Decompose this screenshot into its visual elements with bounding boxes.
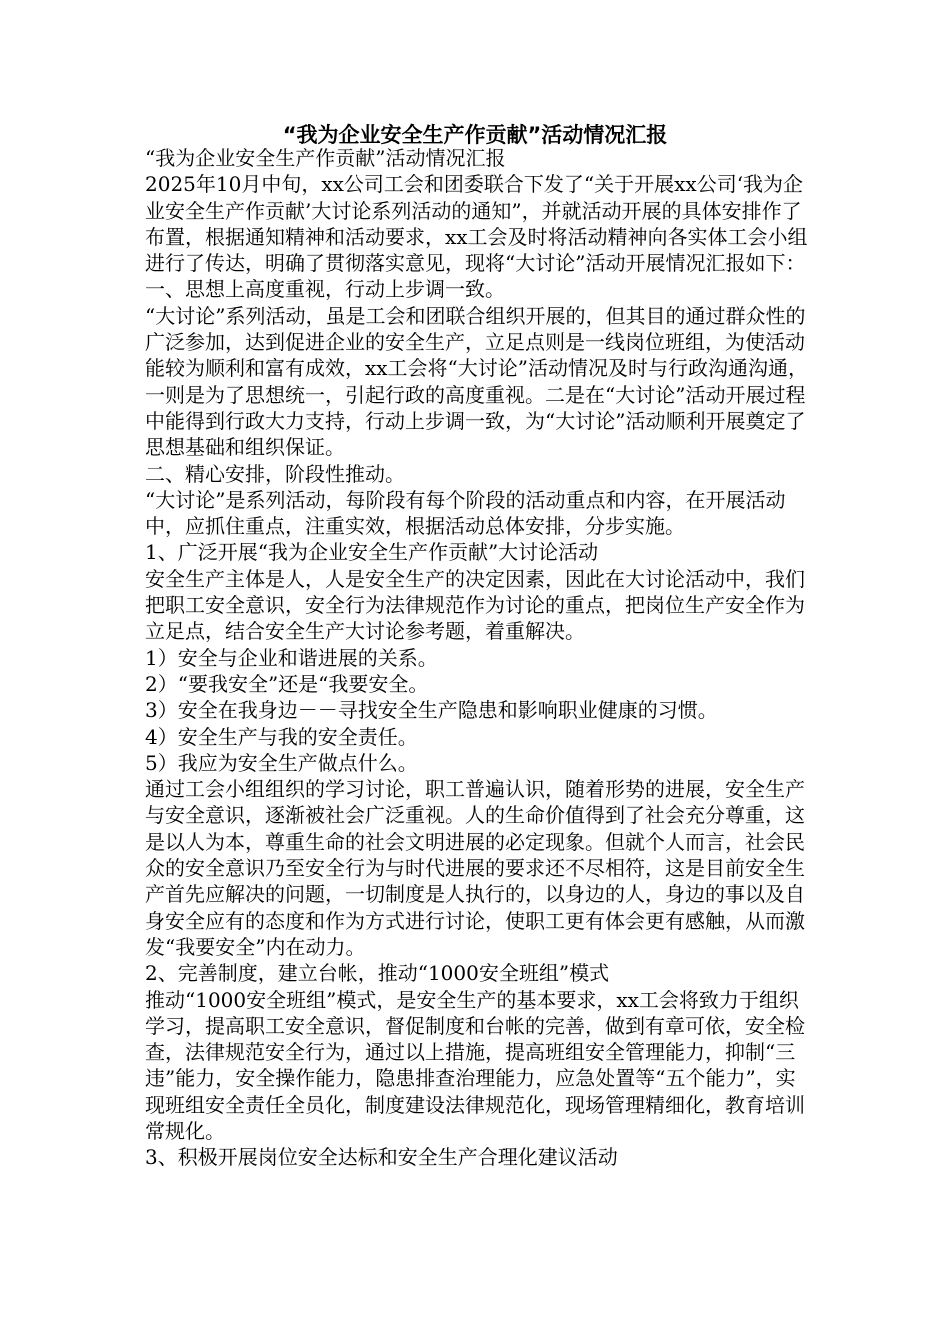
list-item: 1）安全与企业和谐进展的关系。 bbox=[145, 645, 438, 670]
list-item: 5）我应为安全生产做点什么。 bbox=[145, 750, 418, 775]
list-item: 3）安全在我身边－－寻找安全生产隐患和影响职业健康的习惯。 bbox=[145, 698, 718, 723]
subsection-heading-2: 2、完善制度，建立台帐，推动“1000安全班组”模式 bbox=[145, 961, 610, 986]
section-heading-1: 一、思想上高度重视，行动上步调一致。 bbox=[145, 277, 505, 302]
document-body bbox=[145, 145, 810, 1171]
document-title: “我为企业安全生产作贡献”活动情况汇报 bbox=[282, 123, 668, 147]
subtitle-paragraph: “我为企业安全生产作贡献”活动情况汇报 bbox=[145, 146, 506, 170]
intro-paragraph: 2025年10月中旬，xx公司工会和团委联合下发了“关于开展xx公司‘我为企业安全生产作贡献’大讨论系列活动的通知”，并就活动开展的具体安排作了布置，根据通知精神和活动要求，xx工会及时将活动精神向各实体工会小组进行了传达，明确了贯彻落实意见，现将“大讨论”活动开展情况汇报如下： bbox=[145, 172, 808, 276]
section-heading-2: 二、精心安排，阶段性推动。 bbox=[145, 461, 405, 486]
body-paragraph: “大讨论”系列活动，虽是工会和团联合组织开展的，但其目的通过群众性的广泛参加，达到促进企业的安全生产，立足点则是一线岗位班组，为使活动能较为顺利和富有成效，xx工会将“大讨论”活动情况及时与行政沟通沟通，一则是为了思想统一，引起行政的高度重视。二是在“大讨论”活动开展过程中能得到行政大力支持，行动上步调一致，为“大讨论”活动顺利开展奠定了思想基础和组织保证。 bbox=[145, 303, 809, 460]
body-paragraph: 通过工会小组组织的学习讨论，职工普遍认识，随着形势的进展，安全生产与安全意识，逐渐被社会广泛重视。人的生命价值得到了社会充分尊重，这是以人为本，尊重生命的社会文明进展的必定现象。但就个人而言，社会民众的安全意识乃至安全行为与时代进展的要求还不尽相符，这是目前安全生产首先应解决的问题，一切制度是人执行的，以身边的人，身边的事以及自身安全应有的态度和作为方式进行讨论，使职工更有体会更有感触，从而激发“我要安全”内在动力。 bbox=[145, 777, 805, 959]
list-item: 4）安全生产与我的安全责任。 bbox=[145, 724, 418, 749]
body-paragraph: 推动“1000安全班组”模式，是安全生产的基本要求，xx工会将致力于组织学习，提高职工安全意识，督促制度和台帐的完善，做到有章可依，安全检查，法律规范安全行为，通过以上措施，提高班组安全管理能力，抑制“三违”能力，安全操作能力，隐患排查治理能力，应急处置等“五个能力”，实现班组安全责任全员化，制度建设法律规范化，现场管理精细化，教育培训常规化。 bbox=[145, 987, 805, 1143]
list-item: 2）“要我安全”还是“我要安全。 bbox=[145, 671, 429, 696]
body-paragraph: 安全生产主体是人，人是安全生产的决定因素，因此在大讨论活动中，我们把职工安全意识，安全行为法律规范作为讨论的重点，把岗位生产安全作为立足点，结合安全生产大讨论参考题，着重解决。 bbox=[145, 566, 805, 644]
subsection-heading-3: 3、积极开展岗位安全达标和安全生产合理化建议活动 bbox=[145, 1145, 618, 1170]
subsection-heading-1: 1、广泛开展“我为企业安全生产作贡献”大讨论活动 bbox=[145, 540, 599, 565]
body-paragraph: “大讨论”是系列活动，每阶段有每个阶段的活动重点和内容，在开展活动中，应抓住重点，注重实效，根据活动总体安排，分步实施。 bbox=[145, 487, 786, 539]
